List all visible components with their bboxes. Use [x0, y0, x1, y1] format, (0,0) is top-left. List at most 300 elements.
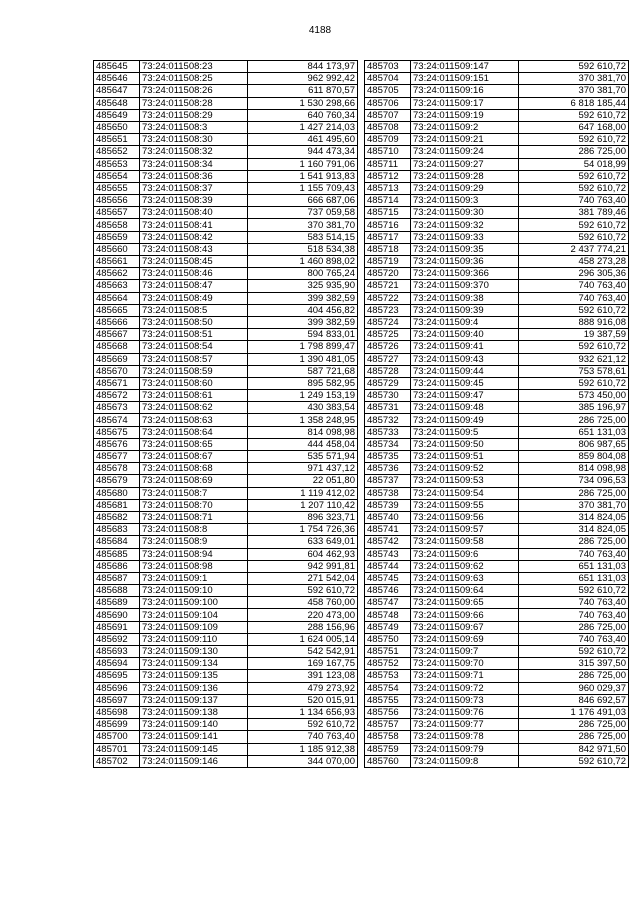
table-row [365, 207, 629, 219]
cadastral-number: 73:24:011509:79 [411, 743, 519, 755]
value: 611 870,57 [248, 85, 358, 97]
table-row [94, 646, 358, 658]
cadastral-number: 73:24:011508:37 [140, 182, 248, 194]
row-number: 485690 [94, 609, 140, 621]
row-number: 485750 [365, 633, 411, 645]
table-row [365, 548, 629, 560]
value: 458 760,00 [248, 597, 358, 609]
table-row [94, 414, 358, 426]
value: 370 381,70 [519, 499, 629, 511]
table-row [365, 646, 629, 658]
row-number: 485672 [94, 390, 140, 402]
value: 737 059,58 [248, 207, 358, 219]
table-row [94, 353, 358, 365]
cadastral-number: 73:24:011509:32 [411, 219, 519, 231]
row-number: 485724 [365, 316, 411, 328]
table-row [94, 146, 358, 158]
cadastral-number: 73:24:011509:17 [411, 97, 519, 109]
row-number: 485733 [365, 426, 411, 438]
value: 286 725,00 [519, 487, 629, 499]
cadastral-number: 73:24:011508:3 [140, 121, 248, 133]
table-row [94, 73, 358, 85]
row-number: 485648 [94, 97, 140, 109]
row-number: 485687 [94, 572, 140, 584]
table-row [94, 97, 358, 109]
value: 325 935,90 [248, 280, 358, 292]
table-row [365, 451, 629, 463]
row-number: 485650 [94, 121, 140, 133]
table-row [365, 121, 629, 133]
cadastral-number: 73:24:011508:64 [140, 426, 248, 438]
value: 314 824,05 [519, 511, 629, 523]
row-number: 485686 [94, 560, 140, 572]
value: 286 725,00 [519, 414, 629, 426]
value: 592 610,72 [519, 646, 629, 658]
row-number: 485726 [365, 341, 411, 353]
table-row [94, 365, 358, 377]
value: 6 818 185,44 [519, 97, 629, 109]
value: 633 649,01 [248, 536, 358, 548]
cadastral-number: 73:24:011509:62 [411, 560, 519, 572]
cadastral-number: 73:24:011509:1 [140, 572, 248, 584]
table-row [94, 402, 358, 414]
value: 535 571,94 [248, 451, 358, 463]
cadastral-number: 73:24:011508:94 [140, 548, 248, 560]
row-number: 485646 [94, 73, 140, 85]
cadastral-number: 73:24:011508:9 [140, 536, 248, 548]
value: 846 692,57 [519, 694, 629, 706]
value: 592 610,72 [519, 585, 629, 597]
row-number: 485655 [94, 182, 140, 194]
value: 932 621,12 [519, 353, 629, 365]
value: 592 610,72 [519, 134, 629, 146]
cadastral-number: 73:24:011509:27 [411, 158, 519, 170]
table-row [365, 633, 629, 645]
value: 896 323,71 [248, 511, 358, 523]
row-number: 485680 [94, 487, 140, 499]
table-row [94, 329, 358, 341]
row-number: 485673 [94, 402, 140, 414]
value: 640 760,34 [248, 109, 358, 121]
row-number: 485702 [94, 755, 140, 767]
table-row [365, 377, 629, 389]
value: 286 725,00 [519, 146, 629, 158]
cadastral-number: 73:24:011509:65 [411, 597, 519, 609]
table-row [365, 402, 629, 414]
table-row [94, 597, 358, 609]
table-row [94, 121, 358, 133]
value: 542 542,91 [248, 646, 358, 658]
row-number: 485683 [94, 524, 140, 536]
value: 286 725,00 [519, 621, 629, 633]
table-row [365, 243, 629, 255]
table-row [365, 706, 629, 718]
cadastral-number: 73:24:011508:26 [140, 85, 248, 97]
cadastral-number: 73:24:011509:36 [411, 256, 519, 268]
row-number: 485688 [94, 585, 140, 597]
cadastral-number: 73:24:011509:21 [411, 134, 519, 146]
table-row [365, 414, 629, 426]
value: 22 051,80 [248, 475, 358, 487]
table-row [365, 524, 629, 536]
row-number: 485653 [94, 158, 140, 170]
row-number: 485721 [365, 280, 411, 292]
table-row [94, 304, 358, 316]
row-number: 485651 [94, 134, 140, 146]
row-number: 485647 [94, 85, 140, 97]
row-number: 485735 [365, 451, 411, 463]
row-number: 485659 [94, 231, 140, 243]
row-number: 485701 [94, 743, 140, 755]
table-row [365, 353, 629, 365]
table-row [94, 585, 358, 597]
row-number: 485731 [365, 402, 411, 414]
cadastral-number: 73:24:011508:39 [140, 195, 248, 207]
table-row [365, 316, 629, 328]
table-row [365, 292, 629, 304]
row-number: 485713 [365, 182, 411, 194]
cadastral-number: 73:24:011508:65 [140, 438, 248, 450]
row-number: 485709 [365, 134, 411, 146]
value: 592 610,72 [519, 170, 629, 182]
value: 315 397,50 [519, 658, 629, 670]
cadastral-number: 73:24:011509:53 [411, 475, 519, 487]
row-number: 485682 [94, 511, 140, 523]
value: 842 971,50 [519, 743, 629, 755]
row-number: 485711 [365, 158, 411, 170]
table-row [94, 463, 358, 475]
row-number: 485730 [365, 390, 411, 402]
cadastral-number: 73:24:011509:76 [411, 706, 519, 718]
row-number: 485679 [94, 475, 140, 487]
table-row [94, 61, 358, 73]
table-row [365, 231, 629, 243]
row-number: 485740 [365, 511, 411, 523]
value: 479 273,92 [248, 682, 358, 694]
row-number: 485654 [94, 170, 140, 182]
value: 286 725,00 [519, 536, 629, 548]
value: 573 450,00 [519, 390, 629, 402]
row-number: 485744 [365, 560, 411, 572]
value: 286 725,00 [519, 731, 629, 743]
row-number: 485667 [94, 329, 140, 341]
cadastral-number: 73:24:011508:70 [140, 499, 248, 511]
table-row [94, 170, 358, 182]
table-row [94, 231, 358, 243]
cadastral-number: 73:24:011509:8 [411, 755, 519, 767]
table-row [365, 682, 629, 694]
cadastral-number: 73:24:011509:29 [411, 182, 519, 194]
cadastral-number: 73:24:011508:50 [140, 316, 248, 328]
value: 587 721,68 [248, 365, 358, 377]
value: 1 134 656,93 [248, 706, 358, 718]
table-row [365, 85, 629, 97]
table-row [365, 341, 629, 353]
value: 458 273,28 [519, 256, 629, 268]
value: 1 541 913,83 [248, 170, 358, 182]
table-row [365, 487, 629, 499]
row-number: 485665 [94, 304, 140, 316]
value: 666 687,06 [248, 195, 358, 207]
table-row [365, 463, 629, 475]
row-number: 485697 [94, 694, 140, 706]
cadastral-number: 73:24:011509:71 [411, 670, 519, 682]
row-number: 485718 [365, 243, 411, 255]
cadastral-number: 73:24:011508:51 [140, 329, 248, 341]
table-row [94, 475, 358, 487]
value: 1 207 110,42 [248, 499, 358, 511]
row-number: 485657 [94, 207, 140, 219]
row-number: 485741 [365, 524, 411, 536]
cadastral-number: 73:24:011508:23 [140, 61, 248, 73]
table-row [94, 670, 358, 682]
row-number: 485734 [365, 438, 411, 450]
cadastral-number: 73:24:011508:5 [140, 304, 248, 316]
cadastral-number: 73:24:011508:62 [140, 402, 248, 414]
row-number: 485727 [365, 353, 411, 365]
cadastral-number: 73:24:011508:30 [140, 134, 248, 146]
row-number: 485705 [365, 85, 411, 97]
table-row [365, 97, 629, 109]
table-row [365, 219, 629, 231]
value: 1 624 005,14 [248, 633, 358, 645]
value: 800 765,24 [248, 268, 358, 280]
row-number: 485675 [94, 426, 140, 438]
cadastral-number: 73:24:011509:104 [140, 609, 248, 621]
value: 592 610,72 [519, 61, 629, 73]
row-number: 485708 [365, 121, 411, 133]
row-number: 485668 [94, 341, 140, 353]
cadastral-number: 73:24:011509:35 [411, 243, 519, 255]
table-row [94, 268, 358, 280]
cadastral-number: 73:24:011509:19 [411, 109, 519, 121]
table-row [94, 243, 358, 255]
row-number: 485658 [94, 219, 140, 231]
table-row [365, 609, 629, 621]
table-row [94, 219, 358, 231]
value: 651 131,03 [519, 426, 629, 438]
row-number: 485677 [94, 451, 140, 463]
value: 1 119 412,02 [248, 487, 358, 499]
table-row [365, 731, 629, 743]
row-number: 485645 [94, 61, 140, 73]
row-number: 485752 [365, 658, 411, 670]
value: 942 991,81 [248, 560, 358, 572]
value: 1 427 214,03 [248, 121, 358, 133]
value: 740 763,40 [519, 280, 629, 292]
table-row [365, 670, 629, 682]
table-row [365, 109, 629, 121]
table-row [94, 609, 358, 621]
table-row [94, 195, 358, 207]
value: 592 610,72 [519, 304, 629, 316]
value: 344 070,00 [248, 755, 358, 767]
table-row [94, 207, 358, 219]
value: 385 196,97 [519, 402, 629, 414]
cadastral-number: 73:24:011509:57 [411, 524, 519, 536]
cadastral-number: 73:24:011508:32 [140, 146, 248, 158]
cadastral-number: 73:24:011508:59 [140, 365, 248, 377]
value: 814 098,98 [248, 426, 358, 438]
table-row [365, 73, 629, 85]
table-row [94, 743, 358, 755]
cadastral-number: 73:24:011508:46 [140, 268, 248, 280]
table-row [94, 633, 358, 645]
cadastral-number: 73:24:011509:69 [411, 633, 519, 645]
value: 1 530 298,66 [248, 97, 358, 109]
table-row [365, 572, 629, 584]
value: 944 473,34 [248, 146, 358, 158]
cadastral-number: 73:24:011508:29 [140, 109, 248, 121]
cadastral-number: 73:24:011509:78 [411, 731, 519, 743]
value: 859 804,08 [519, 451, 629, 463]
table-row [94, 682, 358, 694]
value: 971 437,12 [248, 463, 358, 475]
table-row [94, 499, 358, 511]
value: 592 610,72 [248, 719, 358, 731]
row-number: 485685 [94, 548, 140, 560]
cadastral-number: 73:24:011508:28 [140, 97, 248, 109]
row-number: 485656 [94, 195, 140, 207]
row-number: 485738 [365, 487, 411, 499]
row-number: 485714 [365, 195, 411, 207]
cadastral-number: 73:24:011508:49 [140, 292, 248, 304]
cadastral-number: 73:24:011509:48 [411, 402, 519, 414]
cadastral-number: 73:24:011509:72 [411, 682, 519, 694]
table-row [365, 365, 629, 377]
table-row [94, 158, 358, 170]
cadastral-number: 73:24:011509:109 [140, 621, 248, 633]
cadastral-number: 73:24:011509:54 [411, 487, 519, 499]
cadastral-number: 73:24:011509:135 [140, 670, 248, 682]
table-row [365, 280, 629, 292]
cadastral-number: 73:24:011509:39 [411, 304, 519, 316]
row-number: 485756 [365, 706, 411, 718]
table-row [365, 499, 629, 511]
row-number: 485666 [94, 316, 140, 328]
value: 1 798 899,47 [248, 341, 358, 353]
cadastral-number: 73:24:011508:68 [140, 463, 248, 475]
value: 520 015,91 [248, 694, 358, 706]
row-number: 485751 [365, 646, 411, 658]
value: 592 610,72 [519, 109, 629, 121]
row-number: 485649 [94, 109, 140, 121]
row-number: 485664 [94, 292, 140, 304]
cadastral-number: 73:24:011509:64 [411, 585, 519, 597]
table-row [94, 621, 358, 633]
row-number: 485661 [94, 256, 140, 268]
table-row [94, 109, 358, 121]
cadastral-number: 73:24:011509:24 [411, 146, 519, 158]
table-row [94, 316, 358, 328]
row-number: 485743 [365, 548, 411, 560]
cadastral-number: 73:24:011509:77 [411, 719, 519, 731]
cadastral-number: 73:24:011508:36 [140, 170, 248, 182]
value: 399 382,59 [248, 316, 358, 328]
table-row [365, 621, 629, 633]
row-number: 485736 [365, 463, 411, 475]
row-number: 485729 [365, 377, 411, 389]
value: 740 763,40 [519, 292, 629, 304]
cadastral-number: 73:24:011509:138 [140, 706, 248, 718]
row-number: 485754 [365, 682, 411, 694]
table-row [365, 743, 629, 755]
cadastral-number: 73:24:011509:6 [411, 548, 519, 560]
value: 604 462,93 [248, 548, 358, 560]
table-row [365, 256, 629, 268]
value: 740 763,40 [519, 597, 629, 609]
row-number: 485717 [365, 231, 411, 243]
table-row [94, 706, 358, 718]
row-number: 485662 [94, 268, 140, 280]
cadastral-number: 73:24:011509:30 [411, 207, 519, 219]
row-number: 485742 [365, 536, 411, 548]
value: 399 382,59 [248, 292, 358, 304]
row-number: 485758 [365, 731, 411, 743]
cadastral-number: 73:24:011509:4 [411, 316, 519, 328]
value: 391 123,08 [248, 670, 358, 682]
table-row [365, 170, 629, 182]
table-row [94, 731, 358, 743]
value: 753 578,61 [519, 365, 629, 377]
cadastral-number: 73:24:011509:136 [140, 682, 248, 694]
table-row [94, 377, 358, 389]
value: 220 473,00 [248, 609, 358, 621]
cadastral-number: 73:24:011509:66 [411, 609, 519, 621]
value: 54 018,99 [519, 158, 629, 170]
table-row [365, 134, 629, 146]
cadastral-number: 73:24:011508:63 [140, 414, 248, 426]
table-row [365, 658, 629, 670]
cadastral-number: 73:24:011509:134 [140, 658, 248, 670]
row-number: 485691 [94, 621, 140, 633]
value: 960 029,37 [519, 682, 629, 694]
row-number: 485737 [365, 475, 411, 487]
row-number: 485652 [94, 146, 140, 158]
row-number: 485745 [365, 572, 411, 584]
cadastral-number: 73:24:011509:38 [411, 292, 519, 304]
cadastral-number: 73:24:011508:42 [140, 231, 248, 243]
row-number: 485698 [94, 706, 140, 718]
value: 1 155 709,43 [248, 182, 358, 194]
value: 271 542,04 [248, 572, 358, 584]
value: 806 987,65 [519, 438, 629, 450]
cadastral-number: 73:24:011509:47 [411, 390, 519, 402]
row-number: 485700 [94, 731, 140, 743]
row-number: 485703 [365, 61, 411, 73]
table-row [94, 292, 358, 304]
cadastral-number: 73:24:011508:47 [140, 280, 248, 292]
table-row [365, 719, 629, 731]
cadastral-number: 73:24:011508:67 [140, 451, 248, 463]
cadastral-number: 73:24:011509:151 [411, 73, 519, 85]
cadastral-number: 73:24:011509:130 [140, 646, 248, 658]
value: 740 763,40 [519, 195, 629, 207]
value: 740 763,40 [248, 731, 358, 743]
cadastral-number: 73:24:011509:58 [411, 536, 519, 548]
value: 1 390 481,05 [248, 353, 358, 365]
row-number: 485704 [365, 73, 411, 85]
value: 592 610,72 [519, 182, 629, 194]
row-number: 485723 [365, 304, 411, 316]
row-number: 485670 [94, 365, 140, 377]
value: 1 176 491,03 [519, 706, 629, 718]
table-row [365, 694, 629, 706]
table-row [365, 475, 629, 487]
value: 444 458,04 [248, 438, 358, 450]
table-row [94, 280, 358, 292]
cadastral-number: 73:24:011509:145 [140, 743, 248, 755]
